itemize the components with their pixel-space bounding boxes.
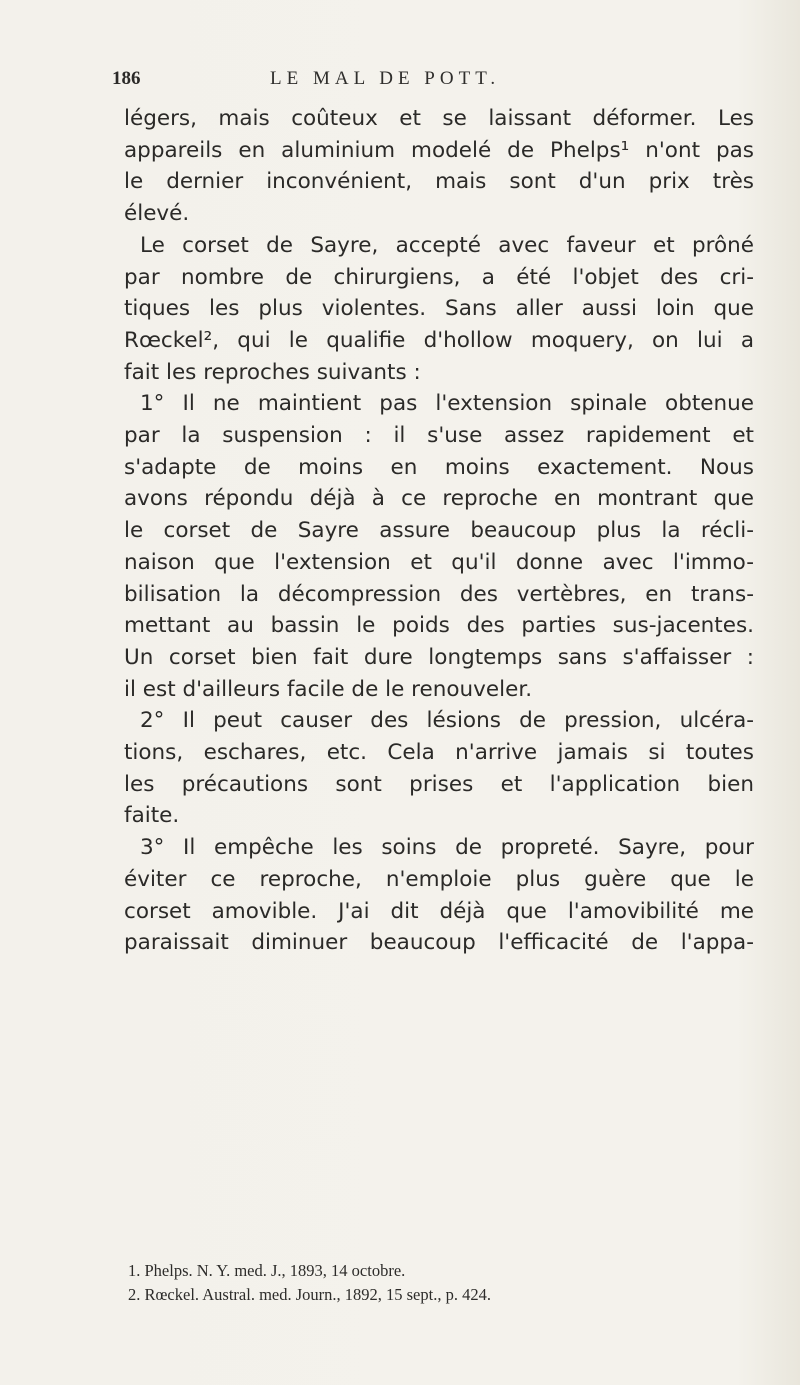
text-line: le corset de Sayre assure beaucoup plus la récli-: [124, 518, 754, 544]
text-line: les précautions sont prises et l'application bien: [124, 771, 754, 797]
text-line: corset amovible. J'ai dit déjà que l'amovibilité me: [124, 898, 754, 924]
text-line: appareils en aluminium modelé de Phelps¹ n'ont pas: [124, 137, 754, 163]
text-line: fait les reproches suivants :: [124, 359, 421, 385]
footnotes: [124, 1259, 754, 1307]
text-line: il est d'ailleurs facile de le renouveler.: [124, 676, 533, 702]
text-line: légers, mais coûteux et se laissant déformer. Les: [124, 106, 754, 131]
page-header: [112, 66, 752, 96]
text-line: tions, eschares, etc. Cela n'arrive jamais si toutes: [124, 740, 754, 766]
running-head: LE MAL DE POTT.: [270, 68, 501, 89]
text-line: Un corset bien fait dure longtemps sans s'affaisser :: [124, 644, 754, 670]
text-line: tiques les plus violentes. Sans aller aussi loin que: [124, 296, 754, 322]
page-number: 186: [112, 68, 141, 89]
text-line: 1° Il ne maintient pas l'extension spinale obtenue: [140, 391, 754, 417]
text-line: naison que l'extension et qu'il donne avec l'immo-: [124, 549, 754, 575]
text-line: éviter ce reproche, n'emploie plus guère que le: [124, 866, 754, 892]
text-line: paraissait diminuer beaucoup l'efficacité de l'appa-: [124, 930, 754, 956]
text-line: s'adapte de moins en moins exactement. Nous: [124, 454, 754, 480]
footnote-2: 2. Rœckel. Austral. med. Journ., 1892, 15 sept., p. 424.: [128, 1285, 491, 1304]
text-line: 2° Il peut causer des lésions de pression, ulcéra-: [140, 708, 754, 734]
text-line: élevé.: [124, 201, 190, 227]
text-line: par la suspension : il s'use assez rapidement et: [124, 423, 754, 449]
text-line: le dernier inconvénient, mais sont d'un prix très: [124, 169, 754, 195]
text-line: faite.: [124, 803, 180, 829]
text-line: 3° Il empêche les soins de propreté. Sayre, pour: [140, 835, 754, 861]
text-line: avons répondu déjà à ce reproche en montrant que: [124, 486, 754, 512]
text-line: Rœckel², qui le qualifie d'hollow moquery, on lui a: [124, 327, 754, 353]
text-line: par nombre de chirurgiens, a été l'objet des cri-: [124, 264, 754, 290]
text-line: bilisation la décompression des vertèbres, en trans-: [124, 581, 754, 607]
footnote-1: 1. Phelps. N. Y. med. J., 1893, 14 octobre.: [128, 1261, 406, 1280]
text-line: mettant au bassin le poids des parties sus-jacentes.: [124, 613, 754, 639]
body-text: [124, 103, 754, 959]
text-line: Le corset de Sayre, accepté avec faveur et prôné: [140, 232, 754, 258]
